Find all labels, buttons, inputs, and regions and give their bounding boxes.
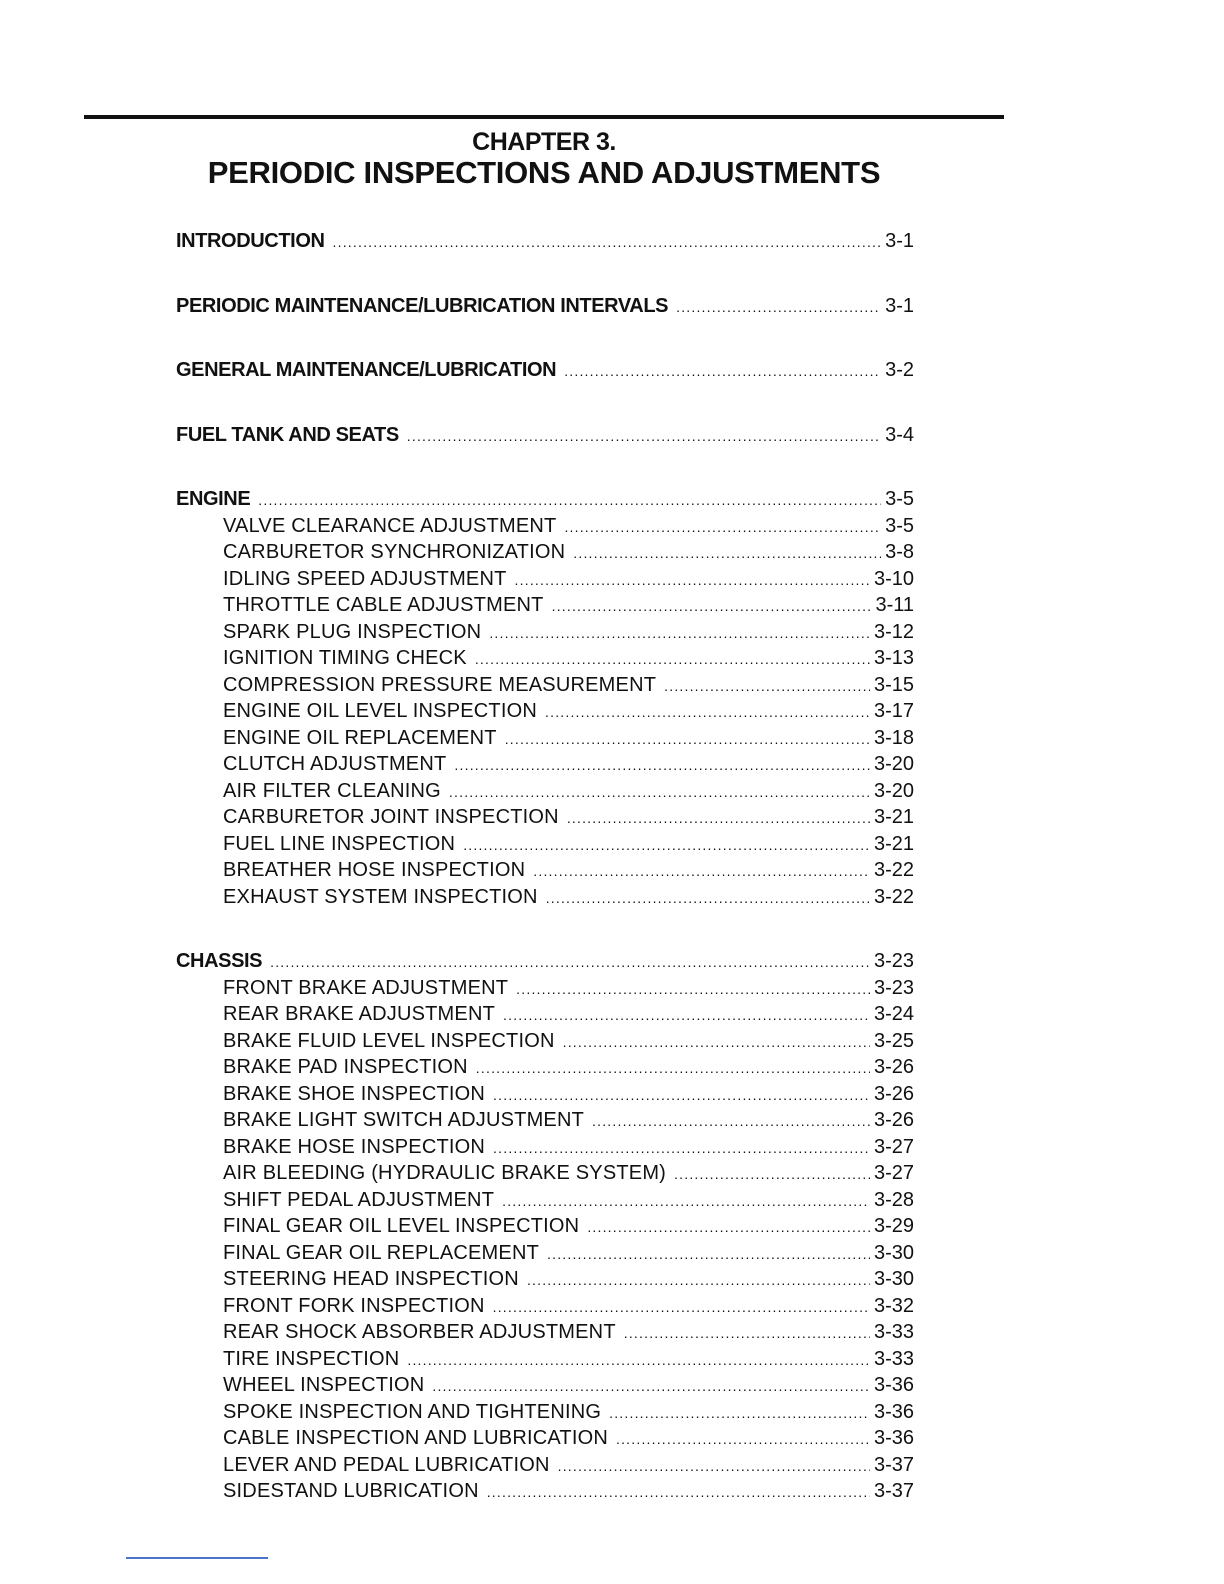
toc-entry-label: CHASSIS [176,950,263,972]
dot-leader [546,885,870,912]
toc-entry-chassis[interactable] [176,948,914,975]
toc-subentry-label: LEVER AND PEDAL LUBRICATION [223,1453,550,1476]
toc-entry-page: 3-2 [885,359,914,381]
footer-rule [126,1557,268,1559]
toc-subentry[interactable] [176,1240,914,1267]
toc-subentry-page: 3-36 [873,1427,914,1449]
toc-subentry-label: STEERING HEAD INSPECTION [223,1268,519,1290]
toc-subentry[interactable] [176,619,914,646]
toc-subentry-page: 3-11 [875,594,914,616]
toc-subentry-label: BRAKE FLUID LEVEL INSPECTION [223,1029,555,1052]
toc-subentry[interactable] [176,1399,914,1426]
toc-subentry-page: 3-29 [873,1215,914,1237]
dot-leader [516,976,870,1003]
toc-subentry-label: SPARK PLUG INSPECTION [223,620,482,643]
dot-leader [587,1214,870,1241]
toc-subentry-label: FUEL LINE INSPECTION [223,832,456,855]
dot-leader [563,1029,870,1056]
toc-subentry-label: FRONT BRAKE ADJUSTMENT [223,976,509,999]
toc-subentry-label: BRAKE LIGHT SWITCH ADJUSTMENT [223,1109,585,1131]
toc-subentry-page: 3-33 [873,1321,914,1343]
toc-subentry-label: BREATHER HOSE INSPECTION [223,859,526,881]
toc-subentry-page: 3-26 [873,1082,914,1105]
toc-section-engine [176,486,914,910]
dot-leader [432,1373,870,1400]
toc-entry-introduction[interactable] [176,228,914,255]
toc-entry-label: INTRODUCTION [176,230,325,252]
dot-leader [515,567,870,594]
chapter-title: PERIODIC INSPECTIONS AND ADJUSTMENTS [207,155,881,190]
table-of-contents [176,228,914,1505]
toc-subentry[interactable] [176,1001,914,1028]
toc-subentry-page: 3-26 [873,1056,914,1078]
toc-section-chassis [176,948,914,1505]
toc-subentry-page: 3-18 [873,726,914,749]
toc-subentry-label: EXHAUST SYSTEM INSPECTION [223,885,538,908]
toc-subentry-label: REAR SHOCK ABSORBER ADJUSTMENT [223,1321,616,1343]
toc-section-introduction [176,228,914,255]
toc-entry-label: FUEL TANK AND SEATS [176,423,399,446]
toc-subentry-page: 3-17 [873,700,914,722]
toc-subentry-label: CARBURETOR JOINT INSPECTION [223,806,559,828]
dot-leader [567,805,870,832]
dot-leader [463,832,870,859]
toc-subentry[interactable] [176,725,914,752]
engine-subentries [176,513,914,911]
toc-subentry-label: FINAL GEAR OIL REPLACEMENT [223,1241,540,1264]
header-rule [84,115,1004,119]
toc-subentry-label: VALVE CLEARANCE ADJUSTMENT [223,514,557,537]
toc-subentry[interactable] [176,804,914,831]
toc-subentry[interactable] [176,1452,914,1479]
toc-entry-general[interactable] [176,357,914,384]
toc-subentry-label: BRAKE PAD INSPECTION [223,1056,468,1078]
dot-leader [664,673,870,700]
toc-entry-page: 3-4 [885,423,914,446]
dot-leader [493,1082,870,1109]
toc-subentry-label: THROTTLE CABLE ADJUSTMENT [223,594,544,616]
dot-leader [454,752,870,779]
toc-subentry-page: 3-28 [873,1188,914,1211]
dot-leader [616,1426,870,1453]
toc-entry-label: GENERAL MAINTENANCE/LUBRICATION [176,359,557,381]
dot-leader [493,1294,870,1321]
toc-subentry-label: WHEEL INSPECTION [223,1374,425,1396]
toc-subentry-label: SPOKE INSPECTION AND TIGHTENING [223,1400,602,1423]
dot-leader [449,779,870,806]
toc-subentry-label: BRAKE HOSE INSPECTION [223,1135,486,1158]
dot-leader [502,1188,870,1215]
toc-subentry[interactable] [176,975,914,1002]
dot-leader [674,1161,870,1188]
toc-subentry[interactable] [176,539,914,566]
dot-leader [407,423,881,450]
toc-subentry[interactable] [176,1266,914,1293]
toc-entry-label: ENGINE [176,488,251,510]
toc-subentry[interactable] [176,1160,914,1187]
toc-section-intervals [176,293,914,320]
toc-subentry-page: 3-21 [873,832,914,855]
toc-subentry[interactable] [176,831,914,858]
toc-subentry-label: COMPRESSION PRESSURE MEASUREMENT [223,673,657,696]
toc-subentry[interactable] [176,1081,914,1108]
toc-subentry[interactable] [176,1425,914,1452]
toc-subentry-page: 3-36 [873,1374,914,1396]
toc-subentry-label: AIR FILTER CLEANING [223,779,441,802]
dot-leader [333,229,882,256]
toc-subentry-page: 3-30 [873,1241,914,1264]
toc-subentry-page: 3-10 [873,567,914,590]
dot-leader [545,699,870,726]
dot-leader [476,1055,870,1082]
dot-leader [564,358,881,385]
dot-leader [489,620,870,647]
chassis-subentries [176,975,914,1505]
toc-subentry[interactable] [176,1028,914,1055]
toc-section-general [176,357,914,384]
toc-subentry[interactable] [176,751,914,778]
toc-subentry[interactable] [176,672,914,699]
dot-leader [573,540,881,567]
toc-subentry[interactable] [176,513,914,540]
dot-leader [475,646,870,673]
toc-subentry-page: 3-15 [873,673,914,696]
toc-subentry[interactable] [176,1134,914,1161]
toc-entry-page: 3-1 [885,230,914,252]
toc-subentry-page: 3-5 [885,514,914,537]
toc-subentry-label: REAR BRAKE ADJUSTMENT [223,1003,496,1025]
toc-entry-label: PERIODIC MAINTENANCE/LUBRICATION INTERVALS [176,294,669,317]
toc-subentry-label: SIDESTAND LUBRICATION [223,1480,479,1502]
toc-subentry-label: CLUTCH ADJUSTMENT [223,753,447,775]
toc-subentry-page: 3-12 [873,620,914,643]
toc-subentry-page: 3-22 [873,859,914,881]
dot-leader [505,726,870,753]
dot-leader [558,1453,870,1480]
dot-leader [527,1267,870,1294]
toc-subentry[interactable] [176,1346,914,1373]
toc-subentry-label: AIR BLEEDING (HYDRAULIC BRAKE SYSTEM) [223,1162,667,1184]
toc-subentry-label: ENGINE OIL REPLACEMENT [223,726,497,749]
toc-subentry-label: CABLE INSPECTION AND LUBRICATION [223,1427,608,1449]
toc-subentry-page: 3-20 [873,753,914,775]
dot-leader [564,514,881,541]
toc-subentry-page: 3-24 [873,1003,914,1025]
toc-subentry[interactable] [176,884,914,911]
dot-leader [487,1479,870,1506]
toc-subentry-page: 3-22 [873,885,914,908]
toc-subentry-label: FINAL GEAR OIL LEVEL INSPECTION [223,1215,580,1237]
toc-subentry[interactable] [176,778,914,805]
toc-entry-engine[interactable] [176,486,914,513]
toc-subentry-page: 3-26 [873,1109,914,1131]
toc-entry-page: 3-5 [885,488,914,510]
toc-subentry-page: 3-30 [873,1268,914,1290]
toc-subentry-page: 3-33 [873,1347,914,1370]
dot-leader [407,1347,870,1374]
toc-subentry[interactable] [176,645,914,672]
toc-subentry-label: FRONT FORK INSPECTION [223,1294,485,1317]
toc-subentry[interactable] [176,1054,914,1081]
dot-leader [609,1400,870,1427]
toc-subentry-label: BRAKE SHOE INSPECTION [223,1082,486,1105]
toc-subentry-page: 3-8 [885,541,914,563]
dot-leader [270,949,870,976]
dot-leader [493,1135,870,1162]
toc-subentry[interactable] [176,1293,914,1320]
toc-subentry[interactable] [176,698,914,725]
toc-subentry-page: 3-36 [873,1400,914,1423]
dot-leader [592,1108,870,1135]
toc-section-fuel-tank [176,422,914,449]
toc-subentry-page: 3-37 [873,1480,914,1502]
toc-subentry-label: ENGINE OIL LEVEL INSPECTION [223,700,538,722]
toc-subentry-page: 3-27 [873,1162,914,1184]
toc-subentry-page: 3-13 [873,647,914,669]
toc-subentry-page: 3-27 [873,1135,914,1158]
toc-subentry[interactable] [176,1213,914,1240]
toc-entry-page: 3-23 [873,950,914,972]
chapter-number: CHAPTER 3. [472,128,616,156]
toc-subentry[interactable] [176,1187,914,1214]
dot-leader [547,1241,870,1268]
toc-subentry-page: 3-25 [873,1029,914,1052]
toc-subentry-page: 3-37 [873,1453,914,1476]
toc-subentry-label: IGNITION TIMING CHECK [223,647,467,669]
toc-subentry[interactable] [176,857,914,884]
toc-subentry-page: 3-23 [873,976,914,999]
toc-entry-page: 3-1 [885,294,914,317]
toc-subentry[interactable] [176,1372,914,1399]
toc-subentry-label: CARBURETOR SYNCHRONIZATION [223,541,566,563]
toc-subentry-label: TIRE INSPECTION [223,1347,400,1370]
toc-subentry[interactable] [176,1107,914,1134]
toc-subentry-label: SHIFT PEDAL ADJUSTMENT [223,1188,495,1211]
toc-subentry[interactable] [176,1478,914,1505]
dot-leader [624,1320,870,1347]
dot-leader [533,858,870,885]
dot-leader [552,593,872,620]
dot-leader [258,487,881,514]
toc-entry-fuel-tank[interactable] [176,422,914,449]
toc-subentry[interactable] [176,592,914,619]
toc-subentry-page: 3-21 [873,806,914,828]
toc-subentry-label: IDLING SPEED ADJUSTMENT [223,567,507,590]
toc-entry-intervals[interactable] [176,293,914,320]
toc-subentry-page: 3-32 [873,1294,914,1317]
dot-leader [676,294,881,321]
toc-subentry[interactable] [176,1319,914,1346]
toc-subentry-page: 3-20 [873,779,914,802]
dot-leader [503,1002,870,1029]
toc-subentry[interactable] [176,566,914,593]
